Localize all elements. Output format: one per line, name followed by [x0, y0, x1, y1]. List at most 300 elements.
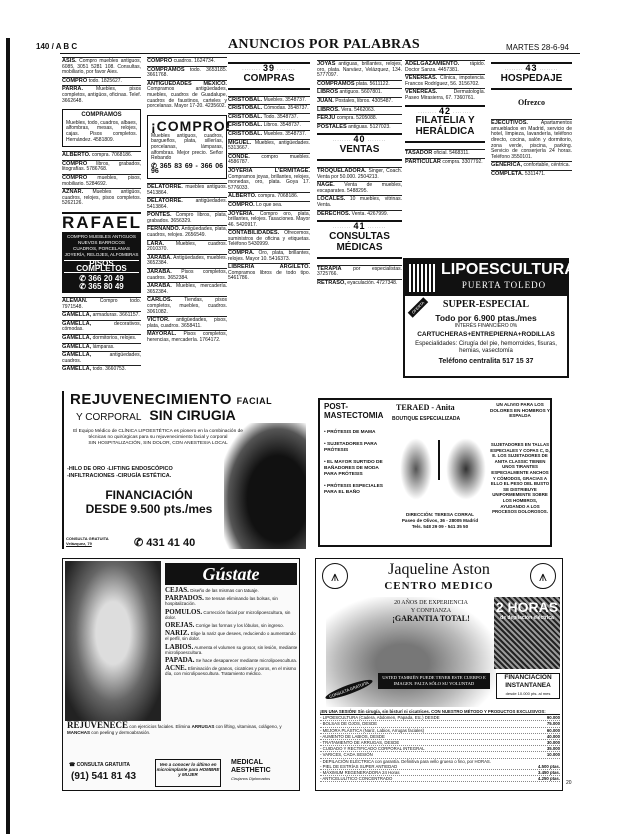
- aston-fin-1: FINANCIACION: [504, 674, 552, 681]
- rejuv-feature-1: -HILO DE ORO -LIFTING ENDOSCÓPICO: [67, 466, 173, 472]
- classified-ad: [147, 316, 227, 330]
- ad-keyword: CRISTÓBAL.: [228, 96, 263, 103]
- ad-text: compra. 3307792.: [442, 158, 483, 165]
- arrugas-text: con lifting, vitaminas, colágeno, y: [215, 724, 282, 729]
- section-title: FILATELIA Y HERÁLDICA: [415, 115, 475, 138]
- aston-hours-text: de depilación eléctrica: [500, 615, 554, 621]
- aston-price-head: ¡EN UNA SESIÓN! Sin cirugía, sin bisturí ni cicatrices. CON NUESTRO MÉTODO Y PRODUCTOS EXCLUSIVOS:: [320, 709, 560, 715]
- ad-text: Compramos antigüedades, muebles, cuadros de Guadalupe, cuadros de faustinos, carteles y porcelanas. Mayor 17-20. 4235602.: [147, 86, 227, 110]
- subsection-title: Ofrezco: [518, 97, 545, 107]
- pm-relief: UN ALIVIO PARA LOS DOLORES EN HOMBROS Y ESPALDA: [490, 402, 550, 418]
- classified-ad: [62, 365, 141, 374]
- gustate-text: Corrige las formas y los lóbulos, sin ingreso.: [195, 623, 284, 629]
- gustate-implant-box: Ven a conocer lo último en microimplante para HOMBRE y MUJER: [155, 759, 221, 787]
- ad-keyword: JUAN.: [317, 97, 334, 104]
- ad-keyword: ASIS.: [62, 58, 77, 64]
- ad-keyword: RETRASO,: [317, 279, 346, 286]
- ad-keyword: GAMELLA,: [62, 320, 92, 327]
- section-number-value: 41: [353, 221, 366, 232]
- aston-consult: CONSULTA GRATUITA: [324, 677, 374, 702]
- ad-keyword: ANTIGÜEDADES MÉXICO.: [147, 80, 227, 87]
- compramos-box: [62, 109, 141, 147]
- gustate-item: [165, 666, 299, 676]
- classified-ad: [228, 167, 310, 192]
- classified-ad: [62, 343, 141, 352]
- ad-keyword: AZNAR.: [62, 189, 84, 196]
- classified-ad: [491, 170, 572, 179]
- brand-tagline: Cirujanos Diplomados: [231, 776, 271, 781]
- rafael-line: COMPRO MUEBLES ANTIGUOS: [67, 233, 136, 239]
- gustate-text: Se hace desaparecer mediante microlipoescultura.: [195, 658, 298, 664]
- classified-ad: [491, 161, 572, 170]
- box-text: Muebles, todo, cuadros, albaes, alfombras, mesas, relojes, cajas. Pisos completos. Hernández. 4581809.: [66, 119, 137, 143]
- ad-text: Postales, libros. 4305487.: [335, 97, 393, 104]
- ad-keyword: COMPRO: [62, 160, 88, 167]
- ad-keyword: CRISTÓBAL.: [228, 113, 263, 120]
- ad-keyword: PARTICULAR: [405, 158, 441, 165]
- classified-ad: [317, 114, 402, 123]
- gustate-item: [165, 607, 299, 620]
- ad-keyword: LOCALES.: [317, 196, 346, 203]
- price: 30.000: [546, 740, 560, 746]
- classified-ad: [228, 192, 310, 201]
- section-number: ········ 42 ········: [418, 105, 472, 116]
- aston-name: Jaqueline Aston: [388, 561, 490, 578]
- gustate-keyword: PAPADA.: [165, 656, 195, 665]
- divider: [438, 440, 440, 480]
- gustate-keyword: CEJAS.: [165, 586, 189, 594]
- section-title: VENTAS: [339, 143, 380, 155]
- ad-text: Vera. 5462063.: [341, 106, 375, 113]
- lipo-price: Todo por 6.900 ptas./mes: [435, 313, 537, 323]
- section-number: ········ 41 ········: [332, 221, 387, 232]
- page-edge: [6, 38, 10, 834]
- ad-text: antigüedades. 5413864.: [147, 198, 227, 210]
- classified-column-4: [317, 60, 402, 287]
- lipo-special: SUPER-ESPECIAL: [442, 299, 530, 310]
- gustate-list: [165, 588, 299, 680]
- pm-address: Paseo de Olivos, 36 - 28005 Madrid: [401, 518, 479, 523]
- ad-keyword: LIBROS: [317, 89, 339, 96]
- ad-keyword: COMPRO: [62, 77, 88, 84]
- classified-ad: [317, 265, 402, 279]
- ad-text: Antigüedades, plata, cuadros, relojes. 2656549.: [147, 226, 227, 239]
- box-phone: ✆ 365 83 69 - 366 06 96: [151, 162, 223, 176]
- classified-ad: [317, 123, 402, 132]
- ad-keyword: CRISTÓBAL.: [228, 105, 263, 112]
- classified-ad: [62, 311, 141, 320]
- gustate-item: [165, 631, 299, 641]
- ad-text: antigüedades, cuadros.: [62, 352, 141, 364]
- ad-keyword: JARABA.: [147, 269, 172, 276]
- gustate-text: Se tensan eliminando las bolsas, sin hospitalización.: [165, 596, 278, 607]
- treatment: - BOLSAS DE OJOS, DESDE: [320, 721, 378, 727]
- gustate-text: Diseño de las mismas con tatuaje.: [190, 588, 259, 593]
- section-title: COMPRAS: [243, 72, 295, 84]
- ad-text: dormitorios, relojes.: [92, 335, 137, 342]
- treatment: - AUMENTO DE LABIOS, DESDE: [320, 733, 385, 739]
- classified-ad: [228, 113, 310, 122]
- classified-ad: [147, 240, 227, 254]
- classified-ad: [228, 263, 310, 283]
- price: 40.000: [546, 733, 560, 739]
- ad-keyword: CRISTÓBAL.: [228, 122, 263, 129]
- ad-text: muebles, pisos, mobiliario. 5284692.: [62, 174, 141, 187]
- section-number-value: 40: [353, 134, 366, 145]
- classified-ad: [62, 351, 141, 365]
- ad-text: eyaculación. 4727348.: [347, 279, 398, 286]
- ad-text: 5311471.: [524, 170, 546, 177]
- ad-text: armaduras. 3661157.: [92, 312, 140, 319]
- classified-ad: [62, 160, 141, 174]
- gustate-item: [165, 658, 299, 663]
- ad-text: Pisos completos, herencias, mercadería. 1764172.: [147, 331, 228, 343]
- page-number: 140 / A B C: [36, 42, 78, 51]
- pm-description: SUJETADORES EN TALLAS ESPECIALES Y COPAS C, D, E. LOS SUJETADORES DE ANITA CLASSIC TIENEN UNOS TIRANTES ESPECIALMENTE ANCHOS Y CÓMODOS, GRACIAS A ELLO EL PESO DEL BUSTO SE DISTRIBUYE UNIFORMEMENTE SOBRE LOS HOMBROS, AYUDANDO A LOS PROCESOS DOLOROSOS.: [490, 442, 550, 515]
- classified-ad: [147, 268, 227, 282]
- ad-keyword: JOYAS: [317, 61, 336, 67]
- classified-column-5: [405, 60, 485, 166]
- classified-ad: [228, 210, 310, 230]
- gustate-text: Corrección facial por microlipoescultura, sin dolor.: [165, 609, 291, 620]
- woman-photo: [65, 561, 161, 721]
- ad-keyword: MAYORAL.: [147, 331, 177, 338]
- ad-text: confortable, céntrica.: [523, 162, 570, 169]
- rafael-line: JOYERÍA, RELOJES, ALFOMBRAS: [64, 251, 139, 257]
- gustate-consult: ☎ CONSULTA GRATUITA: [69, 762, 130, 768]
- ad-keyword: COMPRO: [62, 174, 88, 181]
- ad-keyword: PONTES.: [147, 212, 172, 219]
- classified-ad: [228, 104, 310, 113]
- section-title: HOSPEDAJE: [500, 72, 563, 84]
- arrugas: ARRUGAS: [191, 724, 215, 729]
- ad-text: Dermatología. Paseo Mirasierra, 67. 7360761.: [405, 89, 485, 101]
- rejuvenecimiento-ad: [62, 391, 306, 549]
- ad-text: Oro, plata, brillantes, relojes. Mayor 10. 5416373.: [228, 250, 310, 262]
- rejuv-fin-2: DESDE 9.500 pts./mes: [85, 502, 213, 516]
- classified-ad: [62, 297, 141, 311]
- ad-text: libros, grabados, litografías. 5786768.: [62, 160, 141, 173]
- pm-item: • PRÓTESIS ESPECIALES PARA EL BAÑO: [324, 484, 383, 495]
- classified-ad: [228, 96, 310, 105]
- ad-text: Cómodas. 3548737.: [263, 105, 309, 112]
- ad-keyword: GAMELLA,: [62, 366, 92, 373]
- lipo-financing: INTERÉS FINANCIERO 0%: [454, 323, 518, 329]
- rejuv-subtitle: Y CORPORAL: [76, 412, 142, 423]
- classified-ad: [62, 57, 141, 77]
- gustate-phone: (91) 541 81 43: [71, 771, 137, 782]
- section-number-value: 39: [262, 63, 275, 73]
- ad-keyword: PARRA.: [62, 86, 84, 93]
- section-header: [317, 220, 402, 259]
- ad-keyword: NAGE.: [317, 182, 335, 189]
- ad-text: Antigüedades, muebles. 3652384.: [147, 254, 227, 267]
- lipo-zones: CARTUCHERAS+ENTREPIERNA+RODILLAS: [417, 331, 555, 338]
- ad-text: Compro todo. 7971548.: [62, 298, 142, 310]
- ad-keyword: GAMELLA,: [62, 312, 92, 319]
- ad-text: Apartamentos amueblados en Madrid, servicio de hotel, limpieza, lavandería, teléfono directo, cocina, salón y dormitorio, zona verde, piscina, parking. Servicio de conserjería 24 horas. Teléfono 3550101.: [491, 120, 572, 160]
- classified-ad: [228, 249, 310, 263]
- classified-ad: [405, 149, 485, 158]
- classified-ad: [147, 66, 227, 80]
- section-number: ········ 43 ········: [504, 63, 559, 73]
- pm-item: • PRÓTESIS DE MAMA: [324, 430, 376, 435]
- classified-column-6: [491, 60, 572, 179]
- classified-ad: [147, 254, 227, 268]
- gustate-text: Aumenta el volumen su grosor, sin lesión, mediante microlipoescultura.: [165, 644, 298, 655]
- compro-box: [147, 115, 232, 179]
- price: 4.500 ptas.: [538, 763, 560, 769]
- treatment: - VARICES, CADA SESIÓN: [320, 752, 373, 758]
- aston-years: 20 AÑOS DE EXPERIENCIA: [394, 600, 468, 606]
- ad-keyword: CONDE.: [228, 153, 250, 160]
- section-title: CONSULTAS MÉDICAS: [329, 230, 390, 253]
- classified-ad: [317, 88, 402, 97]
- ad-keyword: MIGUEL.: [228, 139, 252, 146]
- ad-keyword: ALBERTO.: [62, 152, 91, 159]
- classified-ad: [317, 167, 402, 181]
- classified-column-3: [228, 60, 310, 283]
- ad-keyword: VENÉREAS.: [405, 75, 438, 82]
- section-header: [317, 133, 402, 161]
- gustate-keyword: NARIZ.: [165, 629, 190, 638]
- aston-centro: CENTRO MEDICO: [384, 580, 494, 592]
- box-text: Muebles antiguos, cuadros, bargueños, plata, sillerías, porcelanas, lámparas, alfombras. Mejor precio. Señor Rebando: [151, 132, 223, 162]
- rejuv-text: El Equipo Médico de CLÍNICA LIPOESTÉTICA es pionero en la combinación de técnicas no quirúrgicas para su rejuvenecimiento facial y corporal: [73, 429, 243, 440]
- ad-keyword: VENÉREAS.: [405, 89, 438, 96]
- ad-text: compra. 5205088.: [336, 115, 378, 122]
- ad-text: todo. 3660753.: [92, 366, 126, 373]
- gustate-keyword: ACNE.: [165, 664, 187, 673]
- classified-ad: [62, 77, 141, 86]
- rafael-phone: ✆ 366 20 49: [79, 274, 124, 284]
- classified-ad: [317, 106, 402, 115]
- section-header: [228, 62, 310, 90]
- aston-note: - DEPILACIÓN ELÉCTRICA con garantía. Definitiva para vello grueso o fino, por HORAS.: [320, 758, 491, 764]
- price: 4.250 ptas.: [538, 776, 560, 782]
- classified-ad: [147, 57, 227, 66]
- aston-logo-icon: ⩚: [530, 563, 556, 589]
- ad-keyword: GAMELLA,: [62, 343, 92, 350]
- classified-ad: [317, 279, 402, 288]
- page-title: ANUNCIOS POR PALABRAS: [228, 37, 420, 52]
- ad-keyword: EJECUTIVOS.: [491, 120, 528, 127]
- treatment: - TRATAMIENTO DE ARRUGAS, DESDE: [320, 740, 400, 746]
- brand-aesthetic: AESTHETIC: [231, 767, 271, 774]
- manchas-text: con peeling y dermoabrasión.: [91, 729, 151, 735]
- ad-keyword: CRISTÓBAL.: [228, 130, 263, 137]
- classified-ad: [405, 60, 485, 74]
- rafael-line: NUEVOS BARROCOS: [78, 239, 125, 245]
- building-icon: [409, 264, 437, 292]
- ad-text: antiguas. 5127023.: [348, 123, 391, 130]
- treatment: - MEJORA PLÁSTICA (Nariz, Labios, Arrugas faciales): [320, 727, 425, 733]
- lipo-subtitle: PUERTA TOLEDO: [461, 280, 547, 290]
- rejuv-consult: CONSULTA GRATUITA: [66, 536, 109, 541]
- rafael-ad: [62, 212, 141, 293]
- page-marker: 20: [566, 780, 572, 786]
- ad-text: Compro muebles antiguos, 6085, 3051 5281 108. Consultas, mobiliario, por favor Aies.: [62, 58, 141, 76]
- ad-text: Clínica, impotencia. Francos Rodríguez, 56. 3156702.: [405, 75, 485, 87]
- ad-text: Lo que sea.: [256, 201, 283, 208]
- ad-keyword: COMPRAMOS: [317, 80, 355, 87]
- classified-ad: [228, 130, 310, 139]
- gustate-item: [165, 588, 299, 593]
- section-number-value: 43: [525, 63, 538, 73]
- jaqueline-aston-ad: [315, 558, 563, 791]
- page-date: MARTES 28-6-94: [506, 43, 569, 52]
- ad-keyword: COMPRO.: [228, 201, 255, 208]
- aston-slogan: USTED TAMBIÉN PUEDE TENER ESTE CUERPO E IMAGEN. FALTA SÓLO SU VOLUNTAD: [378, 673, 490, 689]
- classified-ad: [147, 282, 227, 296]
- gustate-ad: [62, 558, 300, 791]
- ad-text: rápido. Doctor Sanza. 4457381.: [405, 61, 485, 73]
- classified-ad: [405, 158, 485, 167]
- ad-keyword: CARLOS.: [147, 297, 173, 304]
- ad-text: compra. 7068186.: [91, 152, 133, 159]
- ad-keyword: ALBERTO.: [228, 193, 257, 200]
- aston-logo-icon: ⩚: [322, 563, 348, 589]
- ad-keyword: DELATORRE.: [147, 183, 183, 190]
- rejuv-address: Velázquez, 79: [66, 541, 92, 546]
- offer-tag: OFERTA: [408, 297, 428, 317]
- ad-text: Singer, Coach. Venta por 50.000. 2504213.: [317, 167, 402, 180]
- ad-keyword: FERNANDO.: [147, 226, 181, 233]
- rejuv-title-b: FACIAL: [236, 396, 273, 406]
- gustate-text: Elige la nariz que desees, reduciendo o aumentando el perfil, sin dolor.: [165, 631, 296, 642]
- rejuv-title: REJUVENECIMIENTO: [70, 391, 232, 408]
- aston-hours: 2 HORAS: [495, 599, 559, 615]
- rafael-line: CUADROS, PORCELANAS: [73, 245, 130, 251]
- ad-text: Libros. 3548737.: [263, 122, 301, 129]
- section-header: [491, 62, 572, 90]
- classified-ad: [147, 296, 227, 316]
- header-rule: [60, 53, 580, 54]
- pm-boutique: BOUTIQUE ESPECIALIZADA: [392, 416, 461, 422]
- classified-ad: [405, 88, 485, 102]
- ad-text: plata. 5611122.: [356, 80, 390, 87]
- ad-text: antiguos. 5607801.: [339, 89, 383, 96]
- ad-keyword: LIBRERÍA ARGILETO.: [228, 264, 310, 271]
- treatment: - MÁXIMUM REGENERADORA 24 Horas: [320, 770, 400, 776]
- classified-ad: [62, 334, 141, 343]
- ad-text: Muebles antigüos, cuadros, relojes, pisos completos. 5262126.: [62, 189, 141, 207]
- ad-text: compra. 7068186.: [257, 193, 299, 200]
- ad-text: 10 muebles, vitrinas. Venta.: [317, 196, 402, 208]
- model-photo: [400, 438, 432, 500]
- ad-keyword: FERJU: [317, 115, 336, 122]
- ad-keyword: DERECHOS.: [317, 210, 351, 217]
- treatment: - CUIDADO Y RECTIFICADO CORPORAL INTEGRAL: [320, 746, 425, 752]
- treatment: - PIEL DE ESTRÍAS SUPER ANTIEDAD: [320, 763, 398, 769]
- ad-text: todo. 1825627.: [88, 77, 122, 84]
- ad-text: Ofrecemos, suministros de oficina y etiquetas. Teléfono 5430999.: [228, 230, 310, 248]
- ad-text: lámparas.: [92, 343, 115, 350]
- rejuv-fin-1: FINANCIACIÓN: [105, 488, 193, 502]
- classified-column-2: [147, 57, 232, 345]
- brand-medical: MEDICAL: [231, 759, 263, 766]
- classified-ad: [228, 121, 310, 130]
- pm-director: DIRECCIÓN: TERESA CORRAL: [406, 512, 474, 517]
- classified-ad: [317, 181, 402, 195]
- classified-ad: [147, 225, 227, 239]
- ad-text: Muebles, mercadería. 3652384.: [147, 283, 227, 295]
- classified-ad: [62, 174, 141, 188]
- ad-text: Muebles. 3548737.: [263, 96, 307, 103]
- pm-phone: Tels. 548 29 09 - 541 35 50: [411, 524, 469, 529]
- classified-ad: [317, 80, 402, 89]
- ad-keyword: GAMELLA,: [62, 352, 92, 359]
- ad-text: Compramos libros de todo tipo. 5461786.: [228, 269, 310, 282]
- ad-text: Pisos completos, cuadros. 3652384.: [147, 269, 227, 281]
- classified-ad: [62, 188, 141, 208]
- classified-ad: [147, 211, 227, 225]
- ad-keyword: TASADOR: [405, 150, 433, 157]
- price: 35.000: [546, 746, 560, 752]
- ad-text: Muebles. 3548737.: [263, 130, 307, 137]
- lipoescultura-ad: [403, 258, 576, 378]
- classified-ad: [405, 74, 485, 88]
- ad-text: Compro oro, plata, brillantes, relojes. Tasaciones. Mayor 46. 5420917.: [228, 210, 310, 228]
- classified-ad: [317, 195, 402, 209]
- ad-keyword: ALEMÁN.: [62, 298, 88, 305]
- gustate-keyword: POMULOS.: [165, 607, 203, 616]
- ad-text: Venta de muebles, escaparates. 5488295.: [317, 182, 402, 194]
- rejuv-feature-2: -INFILTRACIONES -CIRUGÍA ESTÉTICA.: [67, 473, 172, 479]
- aston-conf: Y CONFIANZA: [410, 608, 452, 614]
- rej-text: con ejercicios faciales. Elimina: [129, 724, 191, 729]
- ad-keyword: ADELGAZAMIENTO.: [405, 61, 460, 67]
- ad-text: muebles antiguos. 5413864.: [147, 183, 227, 196]
- section-number-value: 42: [438, 105, 451, 116]
- box-heading: ¡COMPRO!: [151, 117, 232, 134]
- classified-ad: [147, 183, 227, 197]
- ad-text: Venta. 4267999.: [351, 210, 389, 217]
- ad-keyword: COMPRAMOS: [147, 66, 185, 73]
- ad-text: Tiendas, pisos completos, muebles, cuadros. 3061082.: [147, 297, 227, 315]
- ad-keyword: POSTALES: [317, 123, 347, 130]
- classified-ad: [62, 151, 141, 160]
- ad-keyword: COMPLETA.: [491, 170, 524, 177]
- aston-fin-3: desde 10.000 pts. al mes: [505, 691, 551, 696]
- pm-item: • EL MAYOR SURTIDO DE BAÑADORES DE MODA PARA PRÓTESIS: [324, 460, 383, 477]
- classified-ad: [317, 210, 402, 219]
- price: 90.000: [546, 715, 560, 721]
- classified-ad: [147, 197, 227, 211]
- classified-ad: [228, 229, 310, 249]
- ad-keyword: JOYERÍA L'ERMITAGE.: [228, 167, 310, 174]
- ad-keyword: GAMELLA,: [62, 335, 92, 342]
- ad-text: compro muebles. 4586787.: [228, 153, 310, 166]
- gustate-item: [165, 623, 299, 628]
- post-mastectomia-ad: [318, 398, 552, 547]
- rejuv-text-2: SIN HOSPITALIZACIÓN, SIN DOLOR, CON ANESTESIA LOCAL: [88, 441, 228, 446]
- classified-ad: [228, 153, 310, 167]
- pm-title: POST-MASTECTOMIA: [324, 402, 384, 420]
- price: 3.450 ptas.: [538, 770, 560, 776]
- ad-keyword: TROQUELADORA.: [317, 167, 367, 174]
- ad-text: Muebles, pisos completos, antigüos, oficinas. Telef. 3662648.: [62, 86, 141, 104]
- ad-keyword: LARA.: [147, 240, 165, 247]
- rejuv-phone: ✆ 431 41 40: [134, 537, 196, 549]
- price: 75.000: [546, 721, 560, 727]
- classified-ad: [317, 97, 402, 106]
- classified-ad: [228, 139, 310, 153]
- ad-keyword: COMPRA.: [228, 250, 255, 257]
- classified-ad: [147, 330, 227, 344]
- manchas: MANCHAS: [67, 729, 90, 735]
- classified-ad: [147, 80, 227, 111]
